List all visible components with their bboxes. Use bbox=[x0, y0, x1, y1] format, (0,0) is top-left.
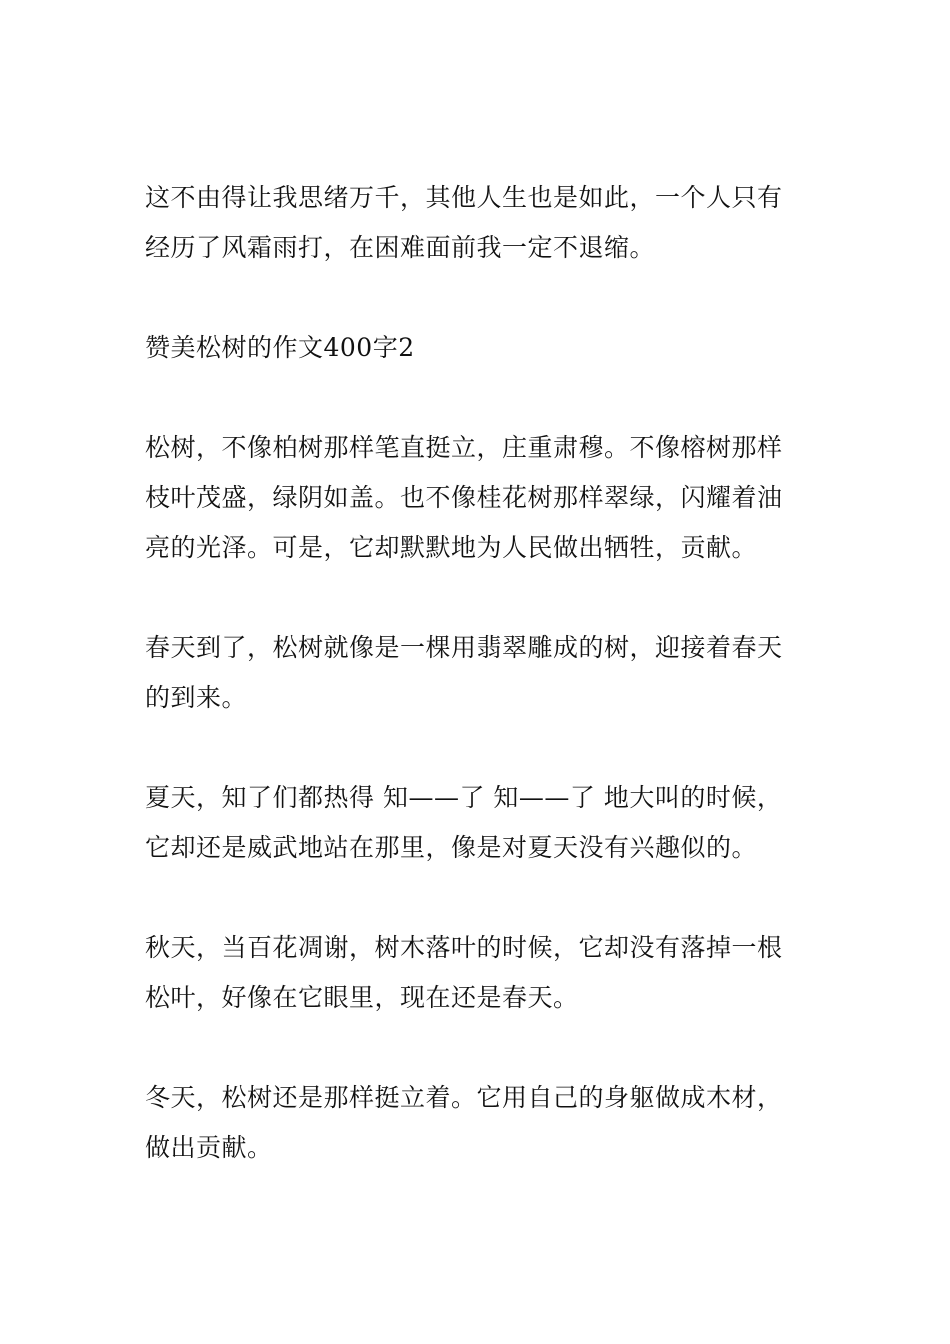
paragraph-7-line-2: 做出贡献。 bbox=[145, 1133, 273, 1162]
paragraph-6-line-2: 松叶，好像在它眼里，现在还是春天。 bbox=[145, 983, 579, 1012]
paragraph-4-line-2: 的到来。 bbox=[145, 683, 248, 712]
paragraph-1-line-2: 经历了风霜雨打，在困难面前我一定不退缩。 bbox=[145, 233, 656, 262]
paragraph-1-line-1: 这不由得让我思绪万千，其他人生也是如此，一个人只有 bbox=[145, 183, 783, 212]
article-heading: 赞美松树的作文400字2 bbox=[145, 333, 415, 362]
paragraph-4-line-1: 春天到了，松树就像是一棵用翡翠雕成的树，迎接着春天 bbox=[145, 633, 783, 662]
paragraph-7-line-1: 冬天，松树还是那样挺立着。它用自己的身躯做成木材， bbox=[145, 1083, 783, 1112]
paragraph-5-line-1: 夏天，知了们都热得 知——了 知——了 地大叫的时候， bbox=[145, 783, 783, 812]
paragraph-3-line-3: 亮的光泽。可是，它却默默地为人民做出牺牲，贡献。 bbox=[145, 533, 758, 562]
paragraph-6-line-1: 秋天，当百花凋谢，树木落叶的时候，它却没有落掉一根 bbox=[145, 933, 783, 962]
paragraph-5-line-2: 它却还是威武地站在那里，像是对夏天没有兴趣似的。 bbox=[145, 833, 758, 862]
paragraph-3-line-1: 松树，不像柏树那样笔直挺立，庄重肃穆。不像榕树那样 bbox=[145, 433, 783, 462]
paragraph-3-line-2: 枝叶茂盛，绿阴如盖。也不像桂花树那样翠绿，闪耀着油 bbox=[145, 483, 783, 512]
